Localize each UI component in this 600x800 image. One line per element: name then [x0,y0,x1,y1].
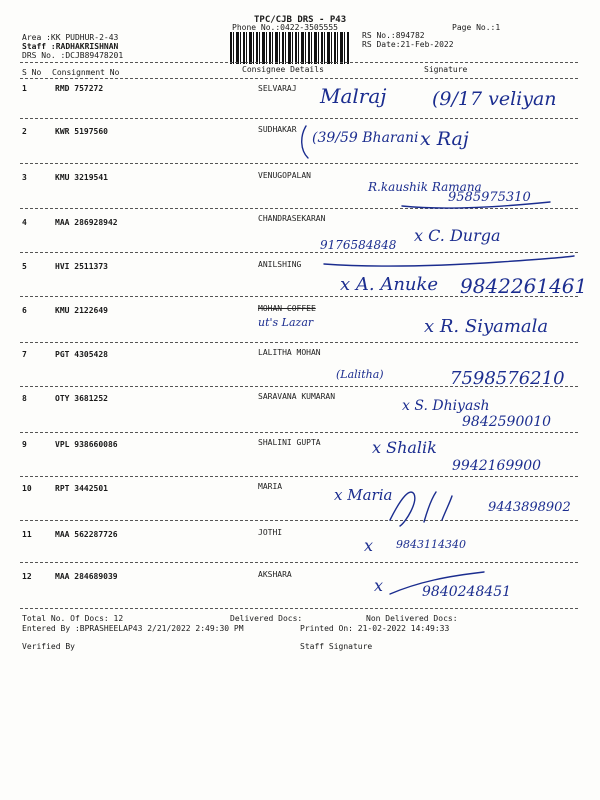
underline-scribble [320,250,580,270]
row-divider [20,608,578,609]
col-sno: S No [22,68,42,77]
handwritten-phone: 7598576210 [450,368,565,389]
row-consignee: SHALINI GUPTA [258,438,321,447]
row-divider [20,118,578,119]
row-divider [20,163,578,164]
row-divider [20,386,578,387]
handwritten-signature: x Raj [420,128,469,150]
non-delivered-docs: Non Delivered Docs: [366,614,458,623]
row-consignment: MAA 286928942 [55,218,118,227]
phone-number: Phone No.:0422-3505555 [232,23,338,32]
handwritten-note: (9/17 veliyan [432,88,557,110]
row-consignee: AKSHARA [258,570,292,579]
handwritten-phone: 9443898902 [488,500,571,515]
row-consignment: KMU 3219541 [55,173,108,182]
row-consignment: VPL 938660086 [55,440,118,449]
handwritten-phone: 9842590010 [462,414,552,430]
handwritten-signature: x R. Siyamala [424,316,549,337]
entered-by: Entered By :BPRASHEELAP43 2/21/2022 2:49:30 PM [22,624,244,633]
row-consignment: MAA 562287726 [55,530,118,539]
handwritten-phone: 9585975310 [448,190,531,205]
handwritten-mark: x [374,576,384,595]
area-label: Area :KK PUDHUR-2-43 [22,33,119,42]
row-consignee: SUDHAKAR [258,125,297,134]
handwritten-phone: 9842261461 [460,274,588,298]
header-divider [20,62,578,63]
row-consignment: PGT 4305428 [55,350,108,359]
handwritten-note: ut's Lazar [258,316,314,329]
staff-signature-label: Staff Signature [300,642,373,651]
col-consignment: Consignment No [52,68,120,77]
row-sno: 7 [22,350,27,359]
row-sno: 4 [22,218,27,227]
row-sno: 12 [22,572,32,581]
verified-by: Verified By [22,642,75,651]
printed-on: Printed On: 21-02-2022 14:49:33 [300,624,450,633]
row-consignment: OTY 3681252 [55,394,108,403]
delivered-docs: Delivered Docs: [230,614,303,623]
row-divider [20,432,578,433]
handwritten-phone: 9840248451 [422,584,512,600]
row-sno: 5 [22,262,27,271]
handwritten-signature: x C. Durga [414,226,501,245]
row-consignment: HVI 2511373 [55,262,108,271]
row-sno: 3 [22,173,27,182]
row-divider [20,476,578,477]
row-consignee: ANILSHING [258,260,302,269]
handwritten-note: (Lalitha) [336,368,384,381]
rs-date: RS Date:21-Feb-2022 [362,40,454,49]
row-sno: 9 [22,440,27,449]
col-signature: Signature [424,65,468,74]
underline-scribble [400,196,560,212]
row-consignment: KMU 2122649 [55,306,108,315]
handwritten-signature: x Shalik [372,438,437,457]
row-consignee: JOTHI [258,528,283,537]
row-consignment: RPT 3442501 [55,484,108,493]
row-sno: 8 [22,394,27,403]
total-docs: Total No. Of Docs: 12 [22,614,124,623]
row-consignee: CHANDRASEKARAN [258,214,326,223]
staff-label: Staff :RADHAKRISHNAN [22,42,119,51]
signature-scribble [388,568,488,598]
sheet-title: TPC/CJB DRS - P43 [254,15,347,25]
handwritten-phone: 9942169900 [452,458,542,474]
row-consignee: MARIA [258,482,283,491]
signature-scribble [380,486,480,530]
rs-number: RS No.:894782 [362,31,425,40]
handwritten-signature: x Maria [334,486,393,504]
row-sno: 6 [22,306,27,315]
row-divider [20,296,578,297]
row-sno: 1 [22,84,27,93]
row-sno: 11 [22,530,32,539]
row-consignee: SARAVANA KUMARAN [258,392,336,401]
handwritten-signature: R.kaushik Ramana [368,180,482,194]
handwritten-signature: Malraj [320,84,387,108]
page-number: Page No.:1 [452,23,501,32]
handwritten-phone: 9843114340 [396,538,466,551]
drs-number: DRS No. :DCJB89478201 [22,51,124,60]
row-consignee: LALITHA MOHAN [258,348,321,357]
row-divider [20,562,578,563]
row-consignee: VENUGOPALAN [258,171,311,180]
row-sno: 10 [22,484,32,493]
handwritten-signature: x A. Anuke [340,274,439,295]
row-consignee: SELVARAJ [258,84,297,93]
columns-divider [20,78,578,79]
row-divider [20,342,578,343]
row-consignee: MOHAN COFFEE [258,304,316,313]
row-consignment: RMD 757272 [55,84,104,93]
col-consignee: Consignee Details [242,65,324,74]
bracket-scribble [300,122,370,162]
handwritten-mark: x [364,536,374,555]
row-consignment: KWR 5197560 [55,127,108,136]
handwritten-phone: 9176584848 [320,238,397,252]
row-consignment: MAA 284689039 [55,572,118,581]
handwritten-note: (39/59 Bharani [312,130,419,146]
barcode [230,32,350,64]
handwritten-signature: x S. Dhiyash [402,398,490,414]
row-sno: 2 [22,127,27,136]
row-divider [20,520,578,521]
